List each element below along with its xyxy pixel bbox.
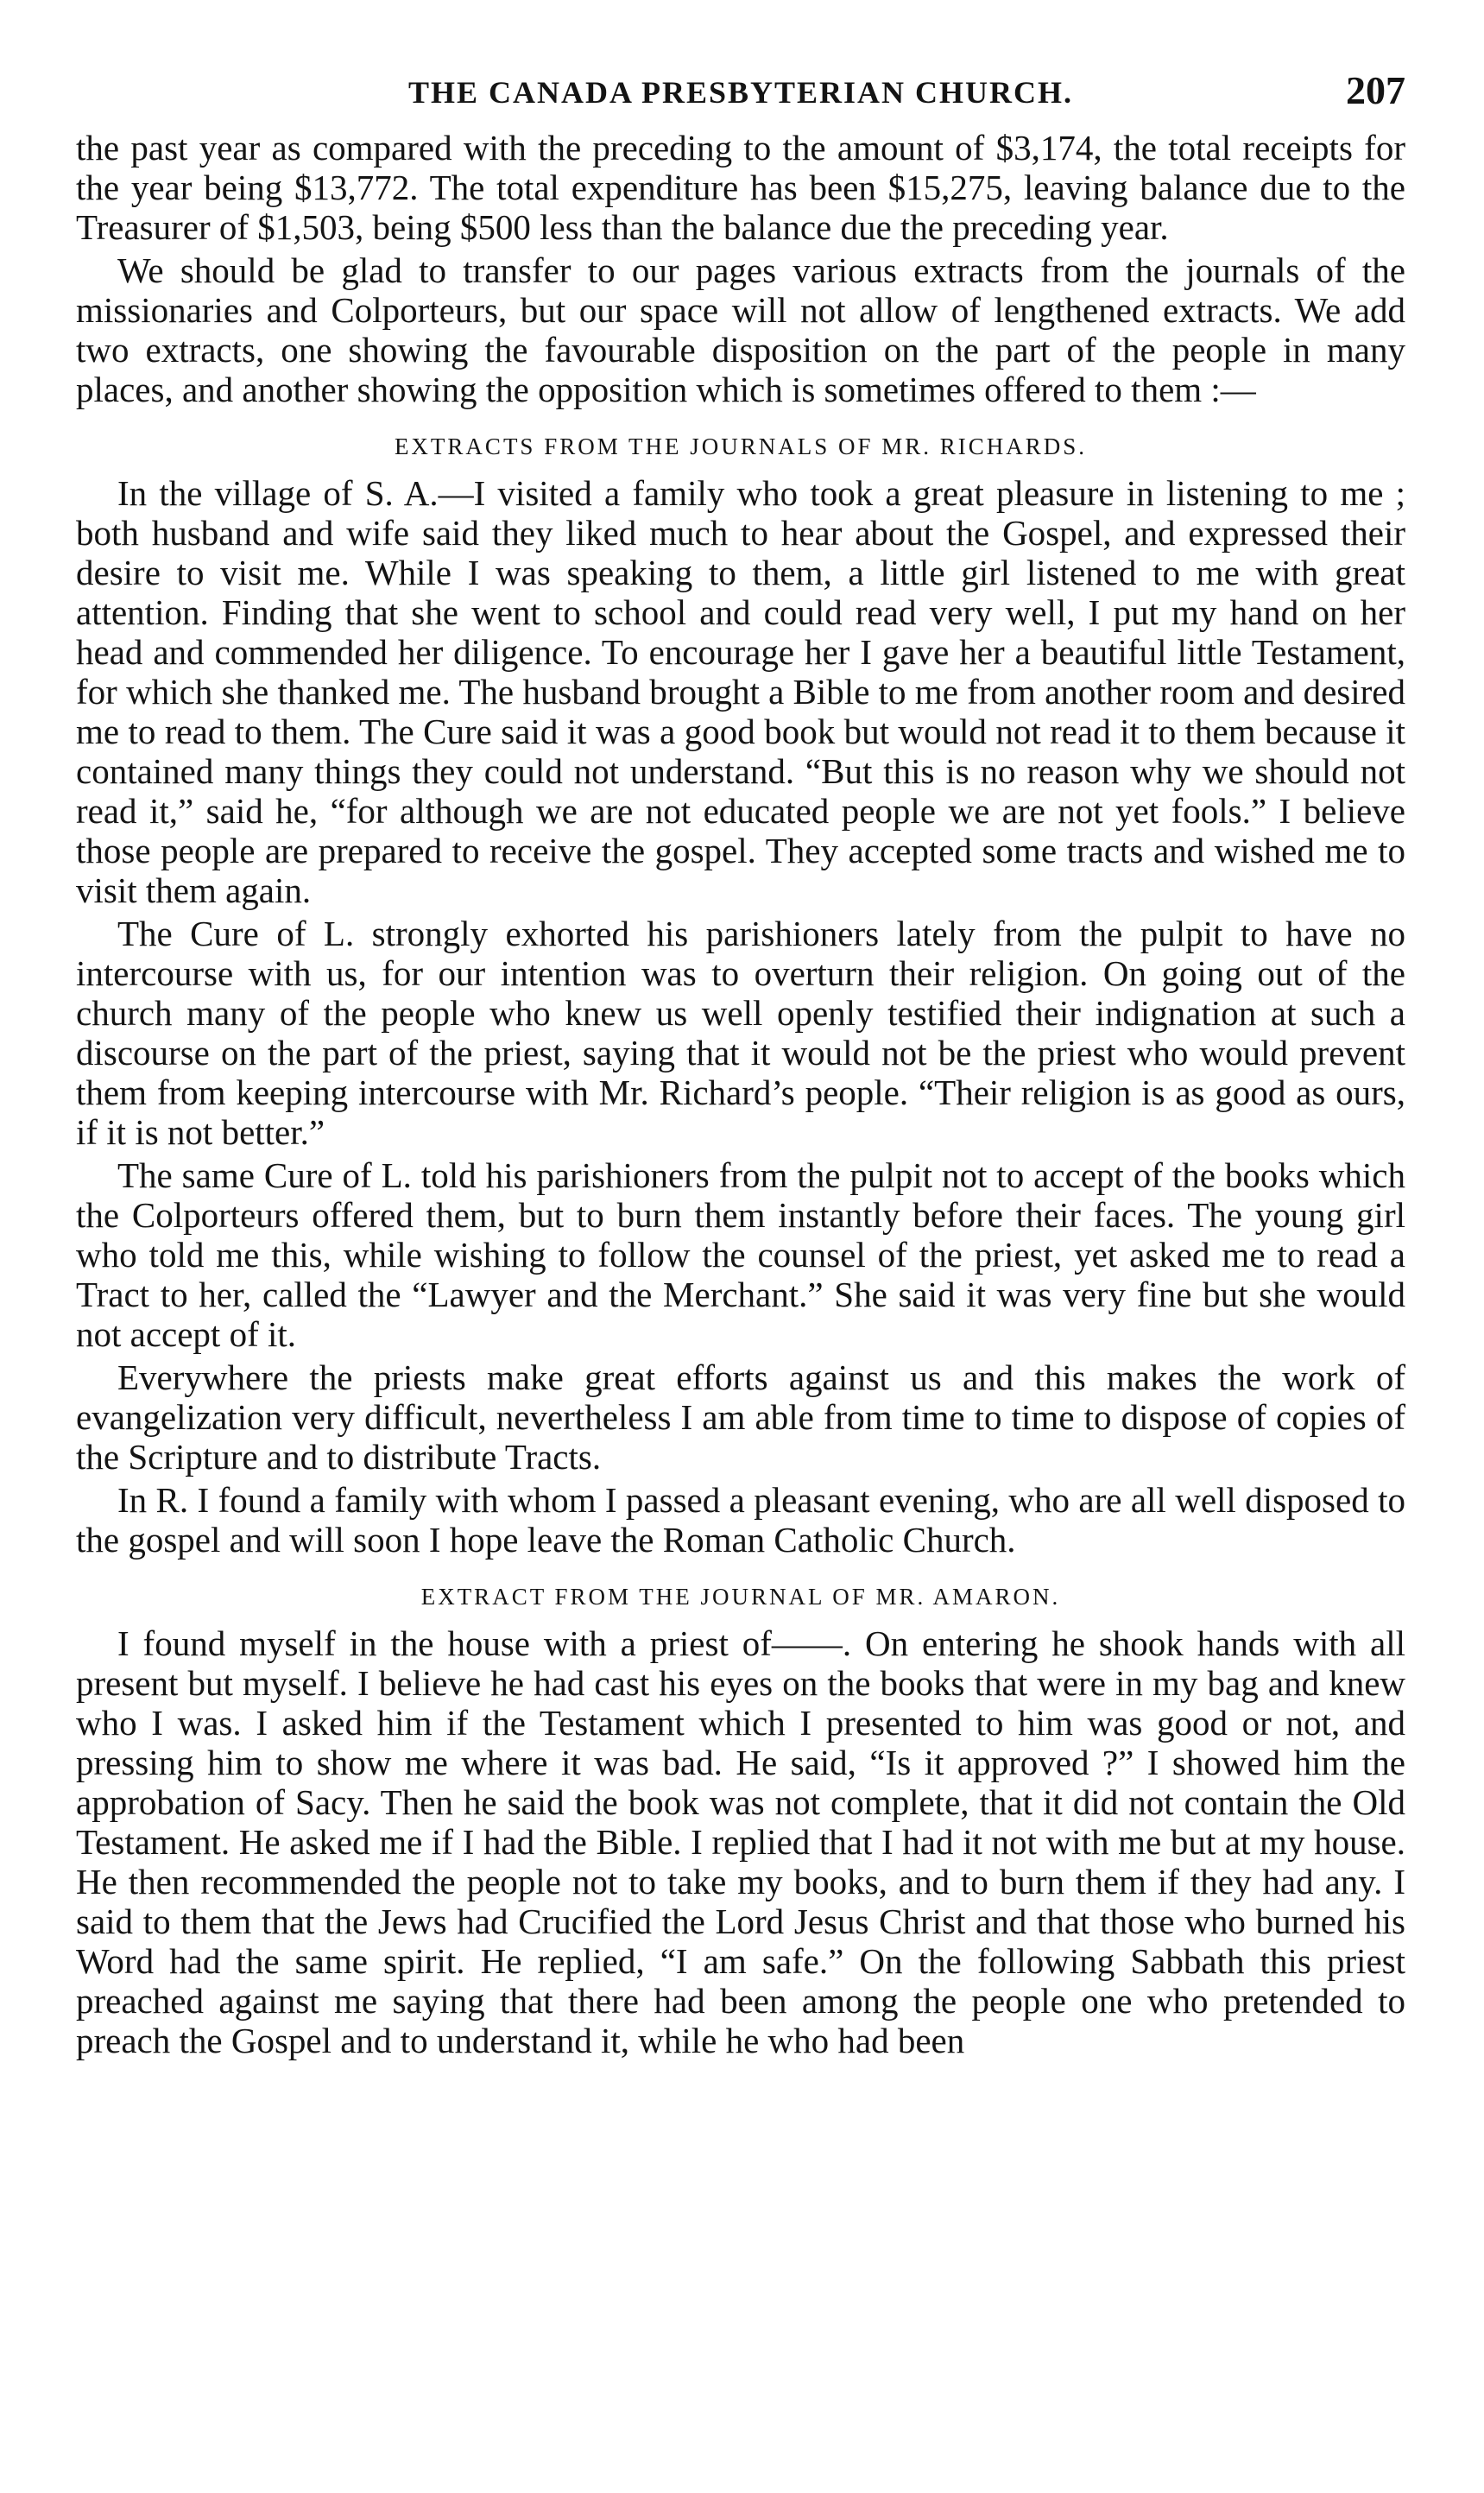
amaron-paragraph-1: I found myself in the house with a priest of——. On entering he shook hands with all present but myself. I believe he had cast his eyes on the books that were in my bag and knew who I was. I asked him if the Testament which I presented to him was good or not, and pressing him to show me where it was bad. He said, “Is it approved ?” I showed him the approbation of Sacy. Then he said the book was not complete, that it did not contain the Old Testament. He asked me if I had the Bible. I replied that I had it not with me but at my house. He then recommended the people not to take my books, and to burn them if they had any. I said to them that the Jews had Crucified the Lord Jesus Christ and that those who burned his Word had the same spirit. He replied, “I am safe.” On the following Sabbath this priest preached against me saying that there had been among the people one who pretended to preach the Gospel and to understand it, while he who had been (76, 1623, 1405, 2060)
extract-richards-section (76, 432, 1405, 1560)
page-number: 207 (1346, 68, 1405, 112)
richards-paragraph-1: In the village of S. A.—I visited a family who took a great pleasure in listening to me ; both husband and wife said they liked much to hear about the Gospel, and expressed their desire to visit me. While I was speaking to them, a little girl listened to me with great attention. Finding that she went to school and could read very well, I put my hand on her head and commended her diligence. To encourage her I gave her a beautiful little Testament, for which she thanked me. The husband brought a Bible to me from another room and desired me to read to them. The Cure said it was a good book but would not read it to them because it contained many things they could not understand. “But this is no reason why we should not read it,” said he, “for although we are not educated people we are not yet fools.” I believe those people are prepared to receive the gospel. They accepted some tracts and wished me to visit them again. (76, 473, 1405, 910)
richards-paragraph-2: The Cure of L. strongly exhorted his parishioners lately from the pulpit to have no intercourse with us, for our intention was to overturn their religion. On going out of the church many of the people who knew us well openly testified their indignation at such a discourse on the part of the priest, saying that it would not be the priest who would prevent them from keeping intercourse with Mr. Richard’s people. “Their religion is as good as ours, if it is not better.” (76, 914, 1405, 1152)
extract-richards-heading: EXTRACTS FROM THE JOURNALS OF MR. RICHARDS. (394, 433, 1088, 459)
extract-amaron-heading: EXTRACT FROM THE JOURNAL OF MR. AMARON. (420, 1584, 1061, 1610)
intro-paragraph-1: the past year as compared with the preceding to the amount of $3,174, the total receipts for the year being $13,772. The total expenditure has been $15,275, leaving balance due to the Treasurer of $1,503, being $500 less than the balance due the preceding year. (76, 128, 1405, 247)
intro-paragraph-2: We should be glad to transfer to our pages various extracts from the journals of the missionaries and Colporteurs, but our space will not allow of lengthened extracts. We add two extracts, one showing the favourable disposition on the part of the people in many places, and another showing the opposition which is sometimes offered to them :— (76, 250, 1405, 409)
running-head (76, 67, 1405, 128)
richards-paragraph-5: In R. I found a family with whom I passed a pleasant evening, who are all well disposed to the gospel and will soon I hope leave the Roman Catholic Church. (76, 1480, 1405, 1560)
book-page (76, 67, 1405, 2060)
running-title: THE CANADA PRESBYTERIAN CHURCH. (407, 75, 1074, 110)
richards-paragraph-4: Everywhere the priests make great efforts against us and this makes the work of evangelization very difficult, nevertheless I am able from time to time to dispose of copies of the Scripture and to distribute Tracts. (76, 1357, 1405, 1477)
richards-paragraph-3: The same Cure of L. told his parishioners from the pulpit not to accept of the books which the Colporteurs offered them, but to burn them instantly before their faces. The young girl who told me this, while wishing to follow the counsel of the priest, yet asked me to read a Tract to her, called the “Lawyer and the Merchant.” She said it was very fine but she would not accept of it. (76, 1155, 1405, 1354)
extract-amaron-section (76, 1582, 1405, 2060)
intro-section (76, 128, 1405, 409)
